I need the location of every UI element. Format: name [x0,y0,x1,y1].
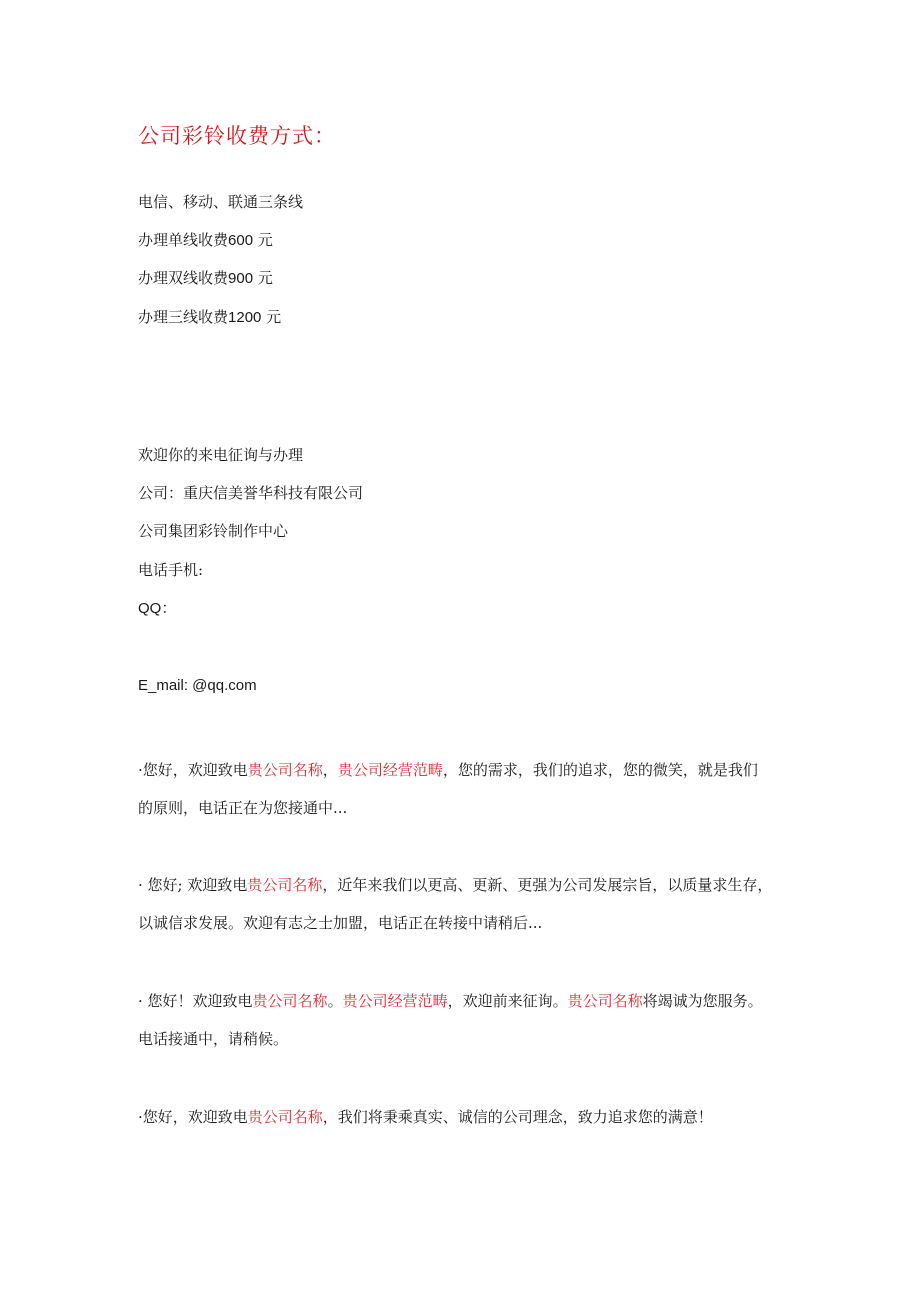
page-title: 公司彩铃收费方式： [138,124,336,148]
script-4-line-1: ·您好，欢迎致电贵公司名称，我们将秉乘真实、诚信的公司理念，致力追求您的满意！ [138,1108,713,1126]
business-scope-highlight: 贵公司经营范畴 [337,761,443,779]
pricing-intro: 电信、移动、联通三条线 [138,193,304,211]
contact-phone: 电话手机: [138,561,204,579]
contact-qq: QQ： [138,600,177,617]
script-2-line-1: · 您好; 欢迎致电贵公司名称，近年来我们以更高、更新、更强为公司发展宗旨，以质量求生存， [138,876,773,894]
script-paragraph-1 [138,751,786,827]
company-name-highlight: 贵公司名称 [247,1108,323,1126]
script-3-line-1: · 您好！欢迎致电贵公司名称。贵公司经营范畴，欢迎前来征询。贵公司名称将竭诚为您服务。 [138,992,763,1010]
script-1-line-1: ·您好，欢迎致电贵公司名称，贵公司经营范畴，您的需求，我们的追求，您的微笑，就是我们 [138,761,758,779]
contact-center: 公司集团彩铃制作中心 [138,522,289,540]
contact-company: 公司：重庆信美誉华科技有限公司 [138,484,364,502]
script-3-line-2: 电话接通中，请稍候。 [138,1030,289,1048]
script-paragraph-2 [138,866,786,942]
company-name-highlight: 贵公司名称 [252,992,328,1010]
contact-email: E_mail: @qq.com [138,677,257,694]
script-1-line-2: 的原则，电话正在为您接通中... [138,799,348,817]
pricing-single-line: 办理单线收费600 元 [138,231,273,249]
script-paragraph-4 [138,1098,786,1136]
script-2-line-2: 以诚信求发展。欢迎有志之士加盟，电话正在转接中请稍后... [138,914,543,932]
pricing-triple-line: 办理三线收费1200 元 [138,308,282,326]
company-name-highlight: 贵公司名称 [567,992,643,1010]
contact-welcome: 欢迎你的来电征询与办理 [138,446,304,464]
script-paragraph-3 [138,982,786,1058]
pricing-double-line: 办理双线收费900 元 [138,269,273,287]
business-scope-highlight: 贵公司经营范畴 [342,992,448,1010]
company-name-highlight: 贵公司名称 [247,876,323,894]
company-name-highlight: 贵公司名称 [247,761,323,779]
